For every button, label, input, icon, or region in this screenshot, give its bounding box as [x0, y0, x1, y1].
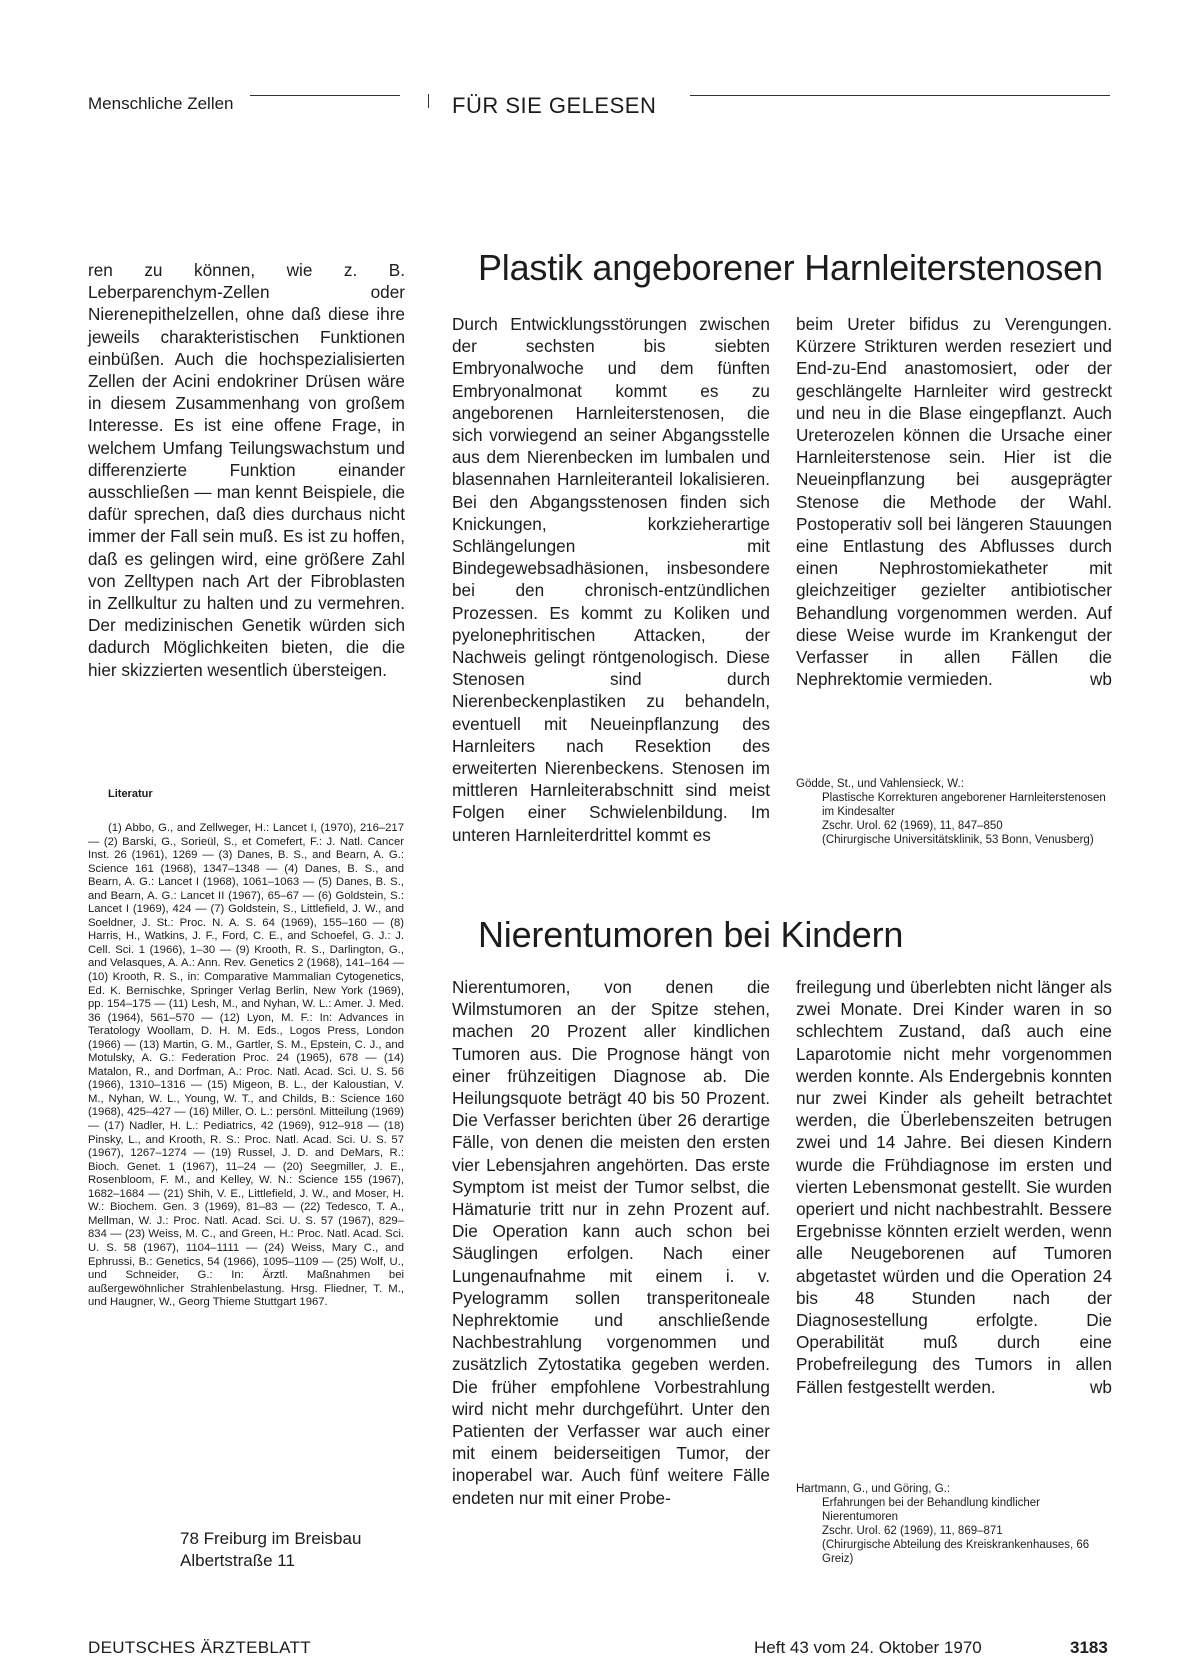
article1-col1-text: Durch Entwicklungsstörungen zwischen der sechsten bis siebten Embryonalwoche und dem fünften Embryonalmonat kommt es zu angeborenen Harnleiterstenosen, die sich vorwiegend an seiner Abgangsstelle aus dem Nierenbecken im lumbalen und blasennahen Harnleiteranteil lokalisieren. Bei den Abgangsstenosen finden sich Knickungen, korkzieherartige Schlängelungen mit Bindegewebsadhäsionen, insbesondere bei den chronisch-entzündlichen Prozessen. Es kommt zu Koliken und pyelonephritischen Attacken, der Nachweis gelingt röntgenologisch. Diese Stenosen sind durch Nierenbeckenplastiken zu behandeln, eventuell mit Neueinpflanzung des Harnleiters nach Resektion des erweiterten Nierenbeckens. Stenosen im mittleren Harnleiterabschnitt sind meist Folgen einer Schwielenbildung. Im unteren Harnleiterdrittel kommt es [452, 314, 770, 845]
literature-heading: Literatur [108, 788, 153, 800]
article2-signature: wb [1090, 1376, 1112, 1397]
ref-journal: Zschr. Urol. 62 (1969), 11, 847–850 [822, 820, 1003, 832]
ref-title: Plastische Korrekturen angeborener Harnleiterstenosen im Kindesalter [822, 792, 1106, 818]
running-head-left: Menschliche Zellen [88, 94, 234, 113]
article1-col2-text: beim Ureter bifidus zu Verengungen. Kürzere Strikturen werden reseziert und End-zu-End anastomosiert, oder der geschlängelte Harnleiter wird gestreckt und neu in die Blase eingepflanzt. Auch Ureterozelen können die Ursache einer Harnleiterstenose sein. Hier ist die Neueinpflanzung bei ausgeprägter Stenose die Methode der Wahl. Postoperativ soll bei längeren Stauungen eine Entlastung des Abflusses durch einen Nephrostomiekatheter mit gleichzeitiger gezielter antibiotischer Behandlung vorgenommen werden. Auf diese Weise wurde im Krankengut der Verfasser in allen Fällen die Nephrektomie vermieden. [796, 314, 1112, 690]
header-rule-right [690, 95, 1110, 96]
article1-column-1 [452, 313, 770, 846]
ref-author: Hartmann, G., und Göring, G.: [796, 1483, 951, 1495]
section-head: FÜR SIE GELESEN [452, 93, 657, 118]
article2-column-2 [796, 976, 1112, 1398]
article2-col1-text: Nierentumoren, von denen die Wilmstumoren an der Spitze stehen, machen 20 Prozent aller kindlichen Tumoren aus. Die Prognose hängt von einer frühzeitigen Diagnose ab. Die Heilungsquote beträgt 40 bis 50 Prozent. Die Verfasser berichten über 26 derartige Fälle, von denen die meisten den ersten vier Lebensjahren angehörten. Das erste Symptom ist meist der Tumor selbst, die Hämaturie tritt nur in zehn Prozent auf. Die Operation kann auch schon bei Säuglingen erfolgen. Nach einer Lungenaufnahme mit einem i. v. Pyelogramm sollen transperitoneale Nephrektomie und anschließende Nachbestrahlung vorgenommen und zusätzlich Zytostatika gegeben werden. Die früher empfohlene Vorbestrahlung wird nicht mehr durchgeführt. Unter den Patienten der Verfasser war auch einer mit einem beiderseitigen Tumor, der inoperabel war. Auch fünf weitere Fälle endeten nur mit einer Probe- [452, 977, 770, 1508]
footer-issue: Heft 43 vom 24. Oktober 1970 [754, 1638, 982, 1657]
article-title-harnleiterstenosen: Plastik angeborener Harnleiterstenosen [478, 247, 1103, 288]
article-title-nierentumoren: Nierentumoren bei Kindern [478, 914, 904, 955]
address-line-1: 78 Freiburg im Breisbau [180, 1529, 362, 1548]
page-number: 3183 [1070, 1638, 1108, 1657]
ref-journal: Zschr. Urol. 62 (1969), 11, 869–871 [822, 1525, 1003, 1537]
article1-column-2 [796, 313, 1112, 690]
article1-source-reference [796, 777, 1114, 847]
article2-col2-text: freilegung und überlebten nicht länger als zwei Monate. Drei Kinder waren in so schlechtem Zustand, daß auch eine Laparotomie nicht mehr vorgenommen werden konnte. Als Endergebnis konnten nur zwei Kinder als geheilt betrachtet werden, die Überlebenszeiten betrugen zwei und 14 Jahre. Bei diesen Kindern wurde die Frühdiagnose im ersten und vierten Lebensmonat gestellt. Sie wurden operiert und nicht nachbestrahlt. Bessere Ergebnisse könnten erzielt werden, wenn alle Neugeborenen auf Tumoren abgetastet würden und die Operation 24 bis 48 Stunden nach der Diagnosestellung erfolgte. Die Operabilität muß durch eine Probefreilegung des Tumors in allen Fällen festgestellt werden. [796, 977, 1112, 1397]
ref-institution: (Chirurgische Universitätsklinik, 53 Bonn, Venusberg) [822, 834, 1094, 846]
author-address [180, 1528, 361, 1572]
article2-column-1 [452, 976, 770, 1509]
header-rule-left [250, 95, 400, 96]
left-article-body [88, 259, 405, 681]
ref-author: Gödde, St., und Vahlensieck, W.: [796, 778, 964, 790]
footer-journal: DEUTSCHES ÄRZTEBLATT [88, 1638, 311, 1657]
left-article-paragraph: ren zu können, wie z. B. Leberparenchym-Zellen oder Nierenepithelzellen, ohne daß diese ihre jeweils charakteristischen Funktionen einbüßen. Auch die hochspezialisierten Zellen der Acini endokriner Drüsen wäre in diesem Zusammenhang von großem Interesse. Es ist eine offene Frage, in welchem Umfang Teilungswachstum und differenzierte Funktion einander ausschließen — man kennt Beispiele, die dafür sprechen, daß dies durchaus nicht immer der Fall sein muß. Es ist zu hoffen, daß es gelingen wird, eine größere Zahl von Zelltypen nach Art der Fibroblasten in Zellkultur zu halten und zu vermehren. Der medizinischen Genetik würden sich dadurch Möglichkeiten bieten, die die hier skizzierten wesentlich übersteigen. [88, 260, 405, 680]
ref-institution: (Chirurgische Abteilung des Kreiskrankenhauses, 66 Greiz) [822, 1539, 1090, 1565]
literature-references: (1) Abbo, G., and Zellweger, H.: Lancet I, (1970), 216–217 — (2) Barski, G., Sorieül, S., et Comefert, F.: J. Natl. Cancer Inst. 26 (1961), 1269 — (3) Danes, B. S., and Bearn, A. G.: Science 161 (1968), 1347–1348 — (4) Danes, B. S., and Bearn, A. G.: Lancet I (1968), 1061–1063 — (5) Danes, B. S., and Bearn, A. G.: Lancet II (1967), 65–67 — (6) Goldstein, S.: Lancet I (1969), 424 — (7) Goldstein, S., Littlefield, J. W., and Soeldner, J. St.: Proc. N. A. S. 64 (1969), 155–160 — (8) Harris, H., Watkins, J. F., Ford, C. E., and Schoefel, G. J.: J. Cell. Sci. 1 (1966), 1–30 — (9) Krooth, R. S., Darlington, G., and Velasques, A. A.: Ann. Rev. Genetics 2 (1968), 141–164 — (10) Krooth, R. S., in: Comparative Mammalian Cytogenetics, Ed. K. Bernischke, Springer Verlag Berlin, New York (1969), pp. 154–175 — (11) Lesh, M., and Nyhan, W. L.: Amer. J. Med. 36 (1964), 561–570 — (12) Lyon, M. F.: In: Advances in Teratology Woollam, D. H. M. Eds., Logos Press, London (1966) — (13) Martin, G. M., Gartler, S. M., Epstein, C. J., and Motulsky, A. G.: Federation Proc. 24 (1965), 678 — (14) Matalon, R., and Dorfman, A.: Proc. Natl. Acad. Sci. U. S. 56 (1966), 1310–1316 — (15) Migeon, B. L., der Kaloustian, V. M., Nyhan, W. L., Young, W. T., and Childs, B.: Science 160 (1968), 425–427 — (16) Miller, O. L.: persönl. Mitteilung (1969) — (17) Nadler, H. L.: Pediatrics, 42 (1969), 912–918 — (18) Pinsky, L., and Krooth, R. S.: Proc. Natl. Acad. Sci. U. S. 57 (1967), 1267–1274 — (19) Russel, J. D. and DeMars, R.: Bioch. Genet. 1 (1967), 11–24 — (20) Seegmiller, J. E., Rosenbloom, F. M., and Kelley, W. N.: Science 155 (1967), 1682–1684 — (21) Shih, V. E., Littlefield, J. W., and Moser, H. W.: Biochem. Gen. 3 (1969), 81–83 — (22) Tedesco, T. A., Mellman, W. J.: Proc. Natl. Acad. Sci. U. S. 57 (1967), 829–834 — (23) Weiss, M. C., and Green, H.: Proc. Natl. Acad. Sci. U. S. 58 (1967), 1104–1111 — (24) Weiss, Mary C., and Ephrussi, B.: Genetics, 54 (1966), 1095–1109 — (25) Wolf, U., und Schneider, G.: In: Ärztl. Maßnahmen bei außergewöhnlicher Strahlenbelastung. Hrsg. Fliedner, T. M., und Haugner, W., Georg Thieme Stuttgart 1967. [88, 822, 404, 1309]
ref-title: Erfahrungen bei der Behandlung kindlicher Nierentumoren [822, 1497, 1041, 1523]
article1-signature: wb [1090, 669, 1112, 690]
column-divider [428, 94, 429, 108]
article2-source-reference [796, 1482, 1114, 1566]
literature-list [88, 822, 404, 1310]
address-line-2: Albertstraße 11 [180, 1551, 295, 1570]
